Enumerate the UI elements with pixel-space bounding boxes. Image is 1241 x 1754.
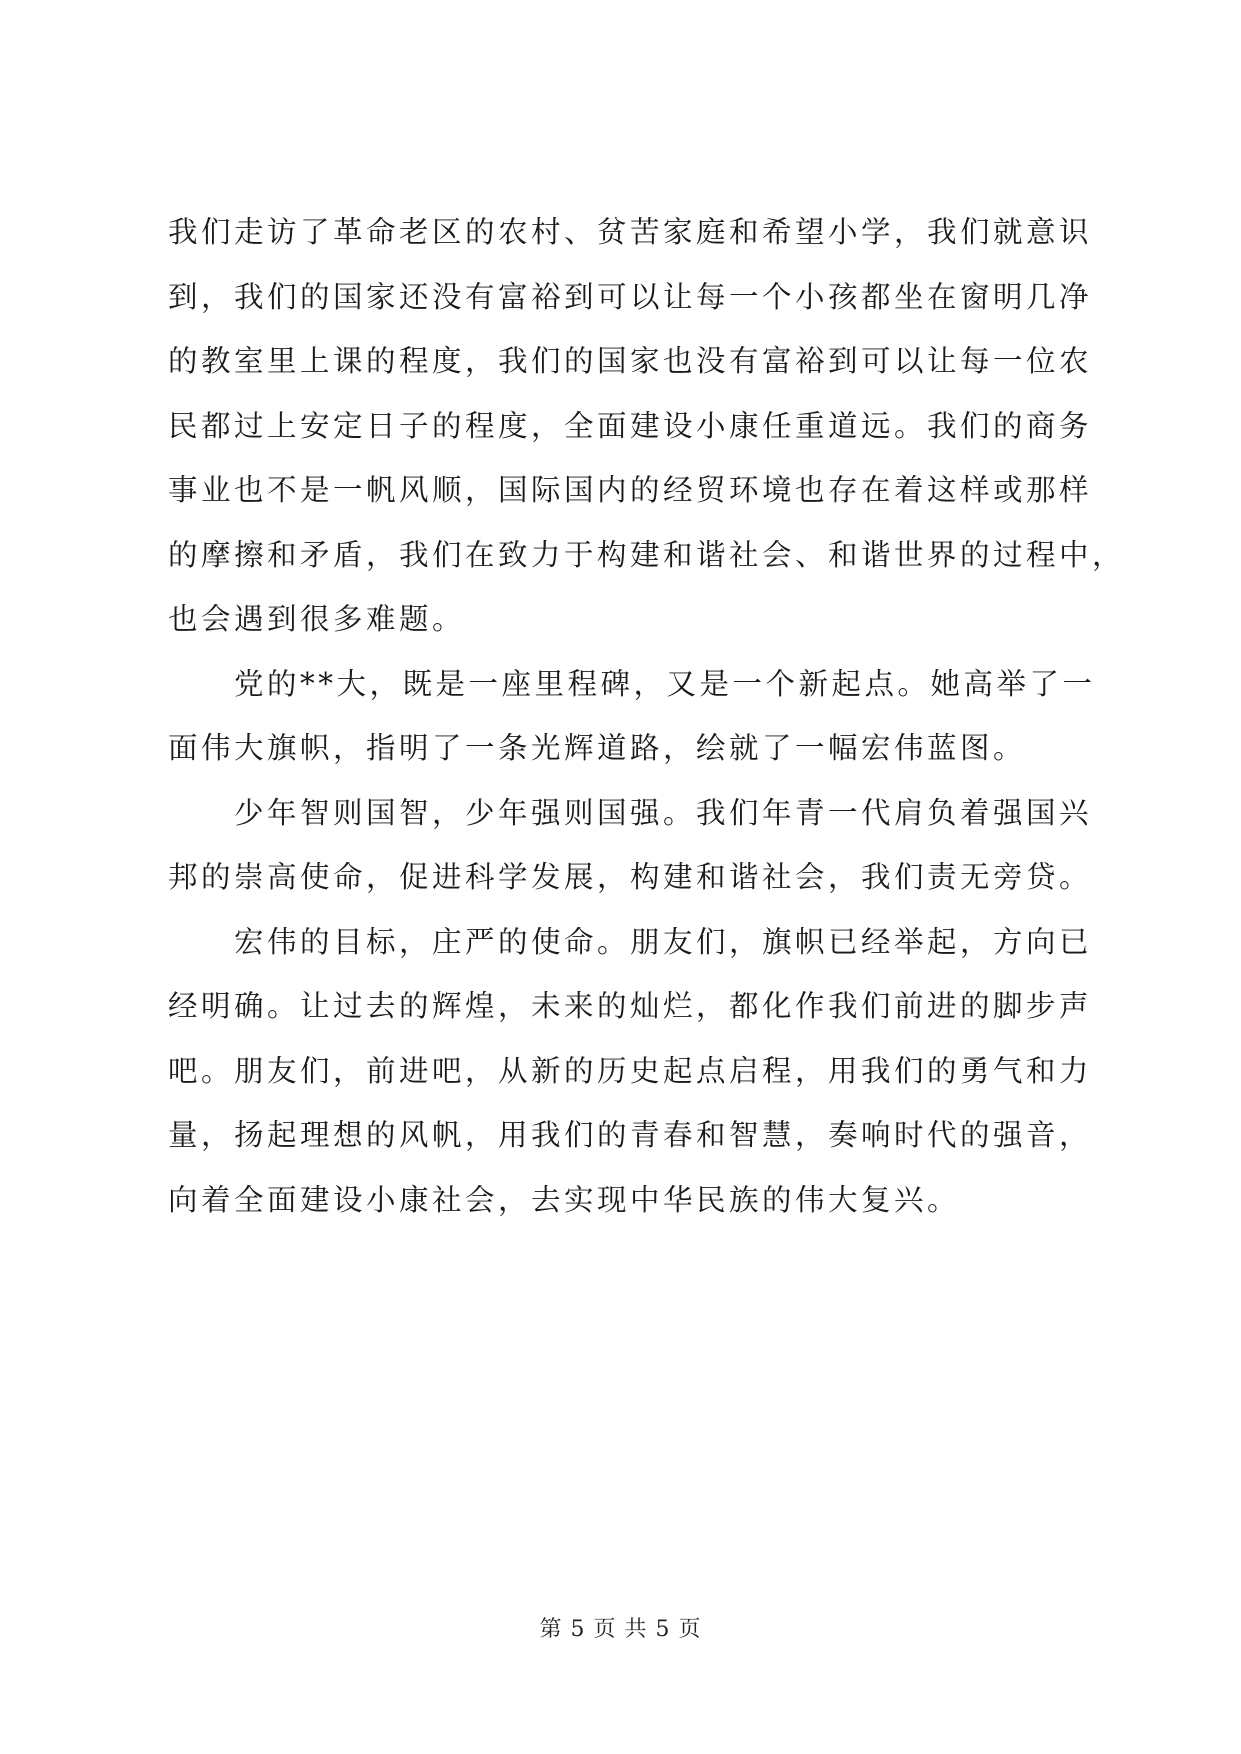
text-line: 的教室里上课的程度，我们的国家也没有富裕到可以让每一位农: [168, 344, 1093, 378]
text-line: 邦的崇高使命，促进科学发展，构建和谐社会，我们责无旁贷。: [168, 860, 1093, 894]
document-body: [168, 200, 1126, 1232]
paragraph-3: [168, 781, 1093, 910]
text-line: 吧。朋友们，前进吧，从新的历史起点启程，用我们的勇气和力: [168, 1053, 1093, 1088]
text-line: 事业也不是一帆风顺，国际国内的经贸环境也存在着这样或那样: [168, 473, 1093, 507]
page-number-footer: 第 5 页 共 5 页: [539, 1617, 702, 1642]
text-line: 少年智则国智，少年强则国强。我们年青一代肩负着强国兴: [168, 795, 1093, 830]
paragraph-4: [168, 910, 1093, 1233]
paragraph-1: [168, 200, 1126, 652]
text-line: 我们走访了革命老区的农村、贫苦家庭和希望小学，我们就意识: [168, 215, 1093, 249]
text-line: 民都过上安定日子的程度，全面建设小康任重道远。我们的商务: [168, 408, 1093, 443]
text-line: 的摩擦和矛盾，我们在致力于构建和谐社会、和谐世界的过程中，: [168, 537, 1126, 572]
text-line: 党的**大，既是一座里程碑，又是一个新起点。她高举了一: [168, 666, 1096, 701]
text-line: 到，我们的国家还没有富裕到可以让每一个小孩都坐在窗明几净: [168, 279, 1093, 314]
text-line: 量，扬起理想的风帆，用我们的青春和智慧，奏响时代的强音，: [168, 1118, 1093, 1152]
text-line: 经明确。让过去的辉煌，未来的灿烂，都化作我们前进的脚步声: [168, 989, 1093, 1023]
text-line: 宏伟的目标，庄严的使命。朋友们，旗帜已经举起，方向已: [168, 924, 1093, 959]
text-line: 向着全面建设小康社会，去实现中华民族的伟大复兴。: [168, 1182, 961, 1217]
text-line: 面伟大旗帜，指明了一条光辉道路，绘就了一幅宏伟蓝图。: [168, 731, 1027, 765]
paragraph-2: [168, 652, 1096, 781]
text-line: 也会遇到很多难题。: [168, 602, 466, 636]
